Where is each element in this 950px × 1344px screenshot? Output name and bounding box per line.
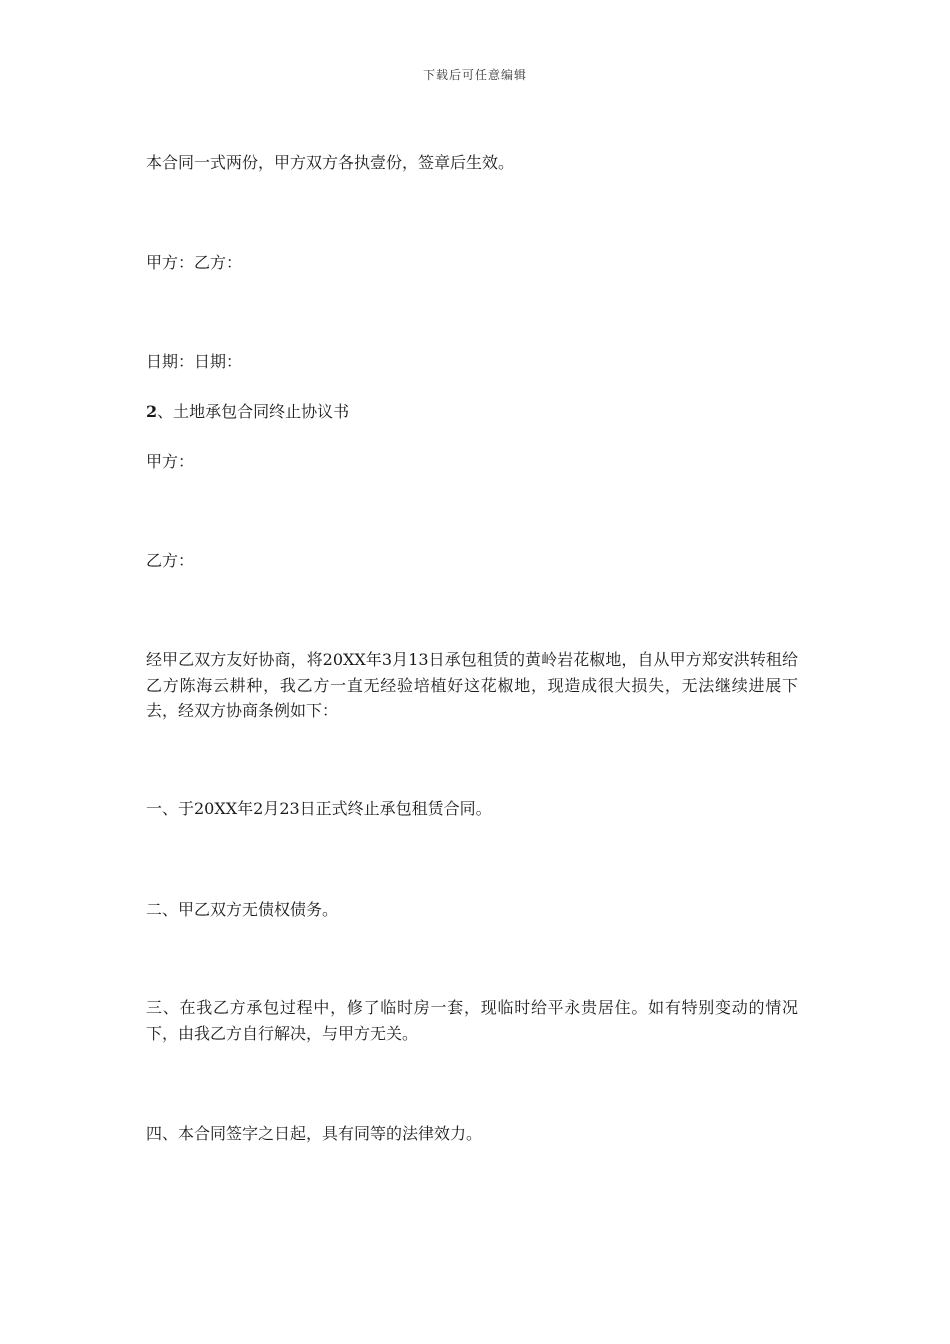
clause-1: 一、于20XX年2月23日正式终止承包租赁合同。 <box>146 799 492 818</box>
closing-clause: 本合同一式两份，甲方双方各执壹份，签章后生效。 <box>146 153 515 172</box>
intro-paragraph: 经甲乙双方友好协商，将20XX年3月13日承包租赁的黄岭岩花椒地，自从甲方郑安洪转租给乙方陈海云耕种，我乙方一直无经验培植好这花椒地，现造成很大损失，无法继续进展下去，经双方协商条例如下： <box>146 650 798 720</box>
page-header-note: 下载后可任意编辑 <box>422 68 527 82</box>
clause-3: 三、在我乙方承包过程中，修了临时房一套，现临时给平永贵居住。如有特别变动的情况下，由我乙方自行解决，与甲方无关。 <box>146 998 798 1043</box>
clause-2: 二、甲乙双方无债权债务。 <box>146 900 339 919</box>
section-title: 、土地承包合同终止协议书 <box>157 402 350 421</box>
section-number: 2 <box>146 402 158 421</box>
date-signature-line: 日期：日期： <box>146 352 243 371</box>
party-b-label: 乙方： <box>146 551 195 570</box>
party-signature-line: 甲方：乙方： <box>146 253 243 272</box>
party-a-label: 甲方： <box>146 452 195 471</box>
clause-4: 四、本合同签字之日起，具有同等的法律效力。 <box>146 1124 483 1143</box>
section-heading <box>146 399 806 424</box>
